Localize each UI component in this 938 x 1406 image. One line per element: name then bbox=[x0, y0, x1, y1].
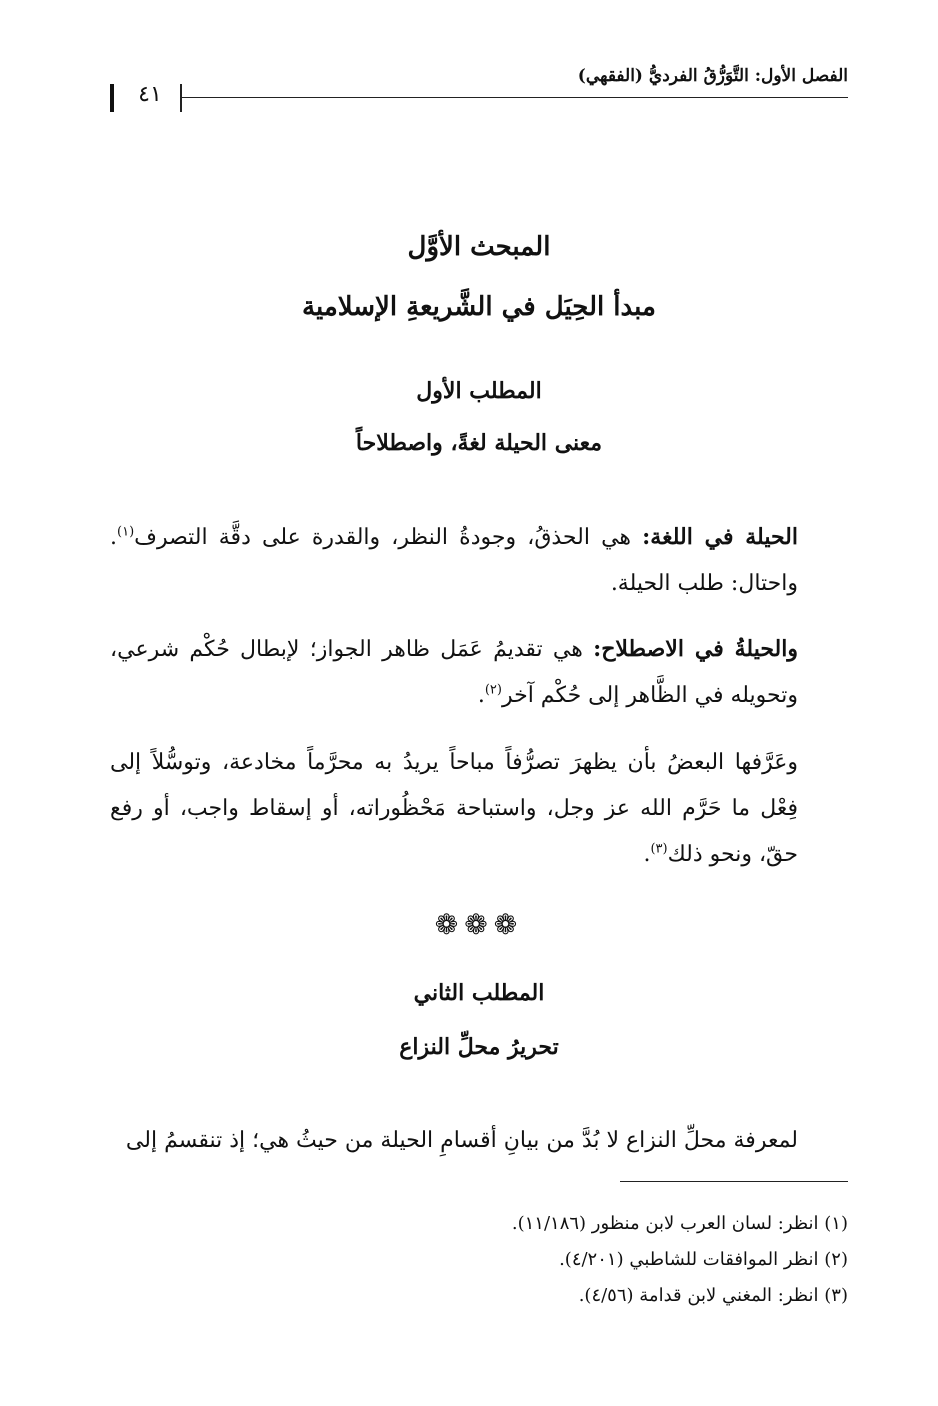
paragraph-text: . bbox=[477, 683, 485, 708]
term-technical: والحيلةُ في الاصطلاح: bbox=[593, 636, 798, 662]
paragraph-text: . واحتال: طلب الحيلة. bbox=[110, 525, 798, 596]
paragraph-text: وعَرَّفها البعضُ بأن يظهرَ تصرُّفاً مباحاً يريدُ به محرَّماً مخادعة، وتوسُّلاً إلى فِعْل ما حَرَّم الله عز وجل، واستباحة مَحْظُوراته، أو إسقاط واجب، أو رفع حقّ، ونحو ذلك bbox=[110, 750, 798, 867]
paragraph-text: هي تقديمُ عَمَل ظاهر الجواز؛ لإبطال حُكْم شرعي، وتحويله في الظَّاهر إلى حُكْم آخر bbox=[110, 637, 798, 708]
paragraph-definition-other bbox=[110, 740, 848, 878]
footnote-ref: (١) bbox=[117, 524, 135, 540]
header-rule bbox=[180, 97, 848, 98]
footnote-ref: (٢) bbox=[484, 682, 502, 698]
paragraph-text: . bbox=[643, 842, 651, 867]
part2-subheading: تحريرُ محلِّ النزاع bbox=[399, 1034, 559, 1060]
part1-heading: المطلب الأول bbox=[416, 378, 542, 404]
paragraph-definition-language bbox=[110, 514, 848, 607]
page-number: ٤١ bbox=[138, 82, 162, 107]
paragraph-text: هي الحذقُ، وجودةُ النظر، والقدرة على دقَّة التصرف bbox=[134, 525, 643, 550]
part2-heading: المطلب الثاني bbox=[413, 980, 545, 1006]
paragraph-dispute bbox=[110, 1118, 848, 1164]
footnotes bbox=[110, 1206, 848, 1314]
footnote-item: (٣) انظر: المغني لابن قدامة (٤/٥٦). bbox=[578, 1285, 848, 1306]
page-header bbox=[110, 64, 848, 112]
term-language: الحيلة في اللغة: bbox=[642, 524, 798, 550]
part1-subheading: معنى الحيلة لغةً، واصطلاحاً bbox=[355, 430, 603, 456]
paragraph-definition-term bbox=[110, 626, 848, 719]
running-title: الفصل الأول: التَّوَرُّقُ الفرديُّ (الفقهي) bbox=[577, 66, 848, 86]
footnote-rule bbox=[620, 1181, 848, 1182]
section-subheading: مبدأ الحِيَل في الشَّريعةِ الإسلامية bbox=[302, 292, 656, 322]
footnote-item: (٢) انظر الموافقات للشاطبي (٤/٢٠١). bbox=[559, 1249, 848, 1270]
header-bar-left bbox=[110, 84, 114, 112]
footnote-ref: (٣) bbox=[650, 841, 668, 857]
section-separator: ❁❁❁ bbox=[434, 908, 524, 941]
paragraph-text: لمعرفة محلِّ النزاع لا بُدَّ من بيانِ أقسامِ الحيلة من حيثُ هي؛ إذ تنقسمُ إلى bbox=[125, 1128, 798, 1153]
footnote-item: (١) انظر: لسان العرب لابن منظور (١١/١٨٦). bbox=[511, 1213, 848, 1234]
section-heading: المبحث الأوَّل bbox=[407, 232, 551, 262]
header-bar-divider bbox=[180, 84, 182, 112]
